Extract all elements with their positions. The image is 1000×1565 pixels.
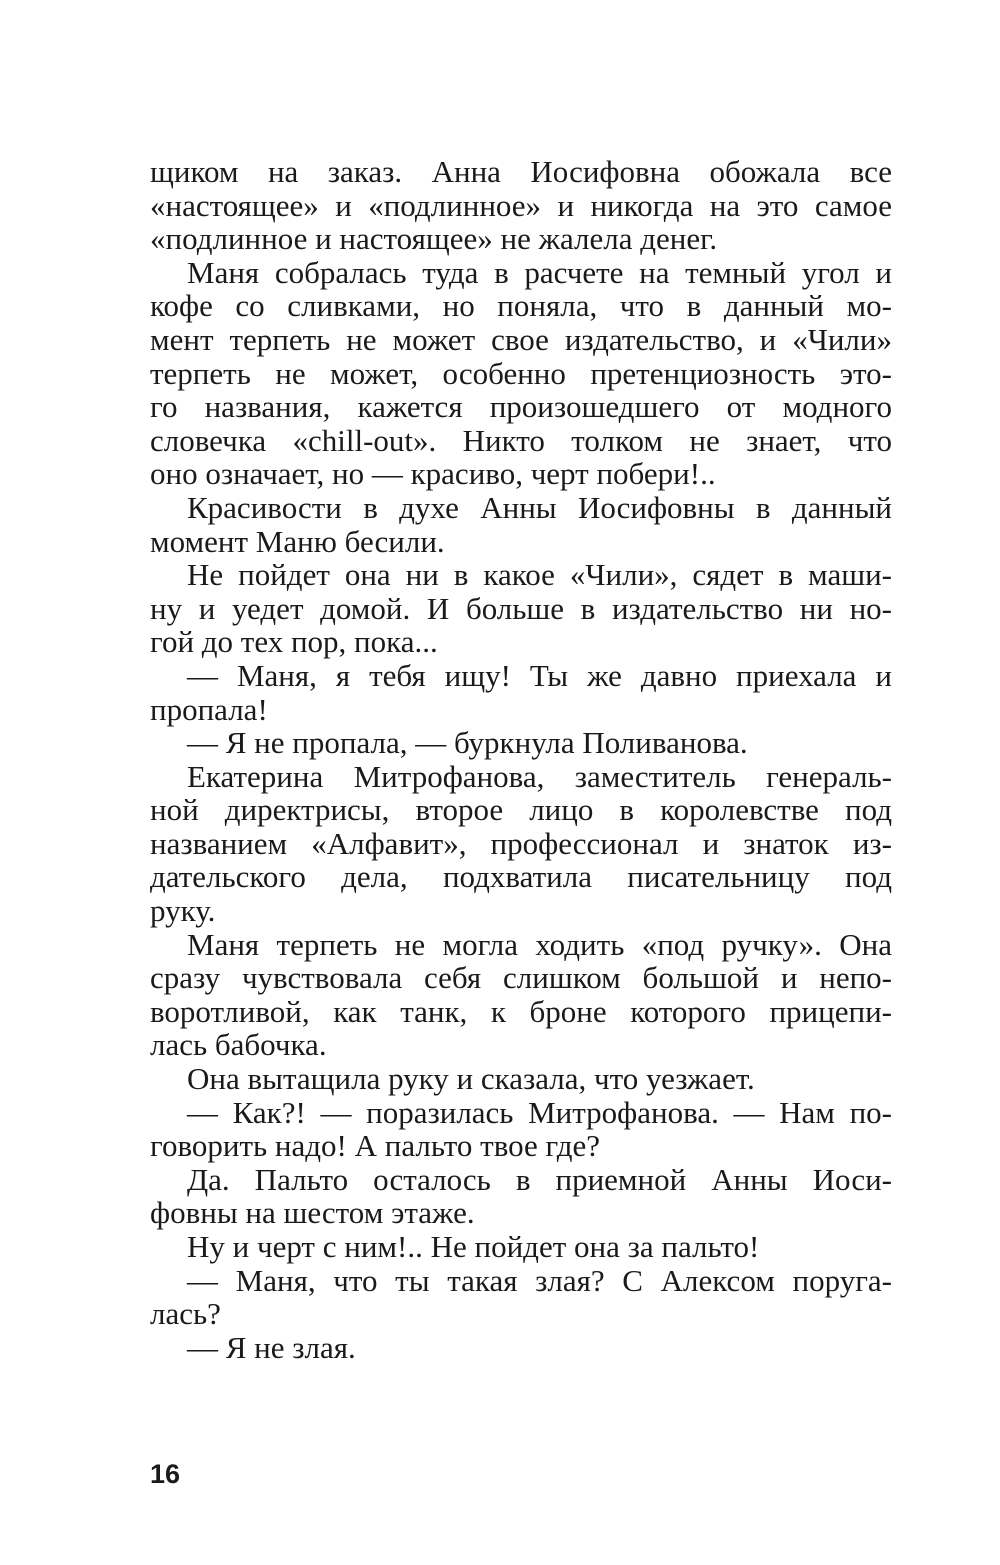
- text-line: щиком на заказ. Анна Иосифовна обожала все: [150, 154, 892, 189]
- text-line: Маня собралась туда в расчете на темный угол и: [187, 254, 892, 290]
- text-line: воротливой, как танк, к броне которого прицепи-: [150, 993, 892, 1029]
- text-line: мент терпеть не может свое издательство, и «Чили»: [150, 321, 892, 357]
- text-line: ну и уедет домой. И больше в издательство ни но-: [150, 590, 892, 626]
- text-line: — Как?! — поразилась Митрофанова. — Нам по-: [187, 1094, 892, 1130]
- text-line: Не пойдет она ни в какое «Чили», сядет в маши-: [187, 557, 892, 593]
- text-line: — Маня, я тебя ищу! Ты же давно приехала и: [187, 657, 892, 693]
- text-line: терпеть не может, особенно претенциозность это-: [150, 355, 892, 391]
- text-line: говорить надо! А пальто твое где?: [150, 1128, 600, 1164]
- text-line: оно означает, но — красиво, черт побери!..: [150, 456, 716, 492]
- text-line: названием «Алфавит», профессионал и знаток из-: [150, 825, 892, 861]
- text-line: Маня терпеть не могла ходить «под ручку». Она: [187, 926, 892, 962]
- text-line: Она вытащила руку и сказала, что уезжает.: [187, 1061, 755, 1097]
- text-line: гой до тех пор, пока...: [150, 624, 438, 660]
- text-line: руку.: [150, 893, 216, 929]
- text-line: пропала!: [150, 691, 268, 727]
- page-number: 16: [150, 1459, 181, 1489]
- page-body: [150, 155, 892, 1364]
- text-line: — Я не злая.: [187, 1329, 356, 1365]
- text-line: дательского дела, подхватила писательницу под: [150, 859, 892, 895]
- text-line: Красивости в духе Анны Иосифовны в данный: [187, 489, 892, 525]
- text-line: — Я не пропала, — буркнула Поливанова.: [187, 725, 748, 761]
- text-line: лась бабочка.: [150, 1027, 327, 1063]
- text-line: ной директрисы, второе лицо в королевстве под: [150, 792, 892, 828]
- text-line: «подлинное и настоящее» не жалела денег.: [150, 221, 718, 257]
- text-line: сразу чувствовала себя слишком большой и непо-: [150, 960, 892, 996]
- text-line: фовны на шестом этаже.: [150, 1195, 475, 1231]
- text-line: кофе со сливками, но поняла, что в данный мо-: [150, 288, 892, 324]
- text-line: «настоящее» и «подлинное» и никогда на это самое: [150, 187, 892, 223]
- text-line: лась?: [150, 1296, 221, 1332]
- text-line: словечка «chill-out». Никто толком не знает, что: [150, 422, 892, 458]
- text-line: Ну и черт с ним!.. Не пойдет она за пальто!: [187, 1229, 760, 1264]
- text-line: го названия, кажется произошедшего от модного: [150, 389, 892, 425]
- text-line: Да. Пальто осталось в приемной Анны Иоси-: [187, 1161, 892, 1197]
- text-line: Екатерина Митрофанова, заместитель генераль-: [187, 758, 892, 794]
- text-line: момент Маню бесили.: [150, 523, 445, 559]
- text-line: — Маня, что ты такая злая? С Алексом поруга-: [187, 1262, 892, 1298]
